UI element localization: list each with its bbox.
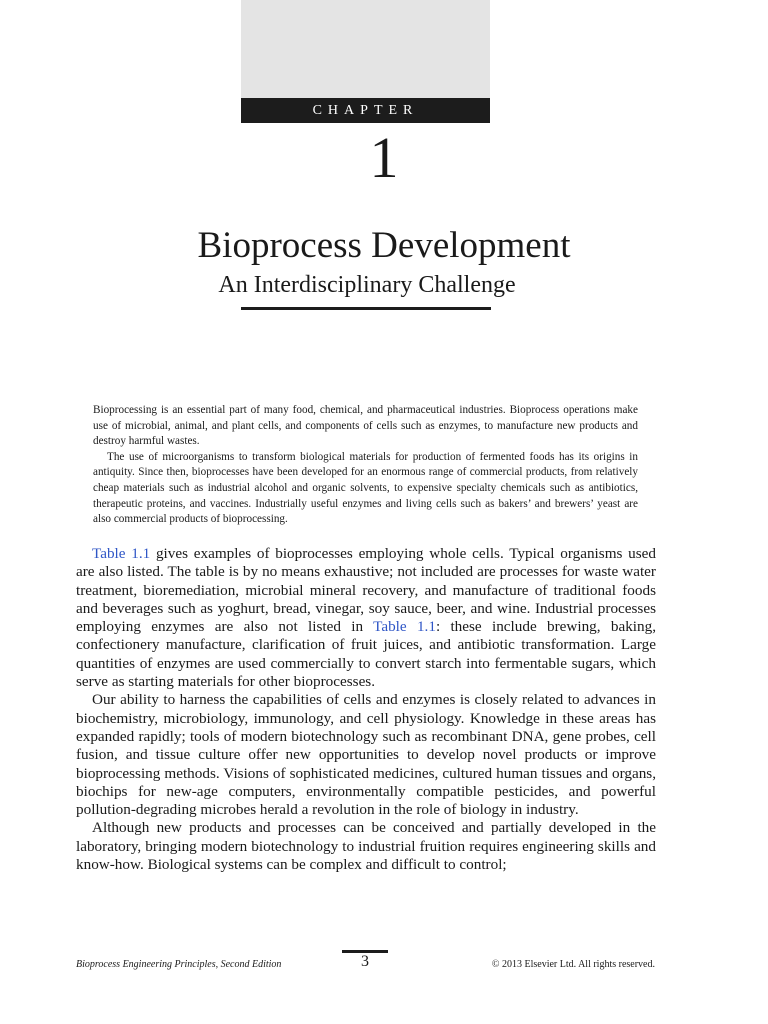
table-1-1-link[interactable]: Table 1.1	[92, 545, 151, 562]
body-paragraph-1-text-a: gives examples of bioprocesses employing whole cells. Typical organisms used are also listed. The table is by no means exhaustive; not included are processes for waste water treatment, bioremediation, microbial mineral recovery, and manufacture of traditional foods and beverages such as yoghurt, bread, vinegar, soy sauce, beer, and wine. Industrial processes employing enzymes are also not listed in	[76, 545, 656, 636]
abstract-paragraph-1: Bioprocessing is an essential part of many food, chemical, and pharmaceutical industries. Bioprocess operations make use of microbial, animal, and plant cells, and components of cells such as enzymes, to manufacture new products and destroy harmful wastes.	[93, 404, 638, 448]
chapter-header-block	[241, 0, 490, 98]
chapter-subtitle: An Interdisciplinary Challenge	[218, 272, 516, 298]
chapter-label: CHAPTER	[241, 98, 490, 123]
book-title-footer: Bioprocess Engineering Principles, Second Edition	[76, 959, 282, 970]
chapter-abstract	[93, 403, 638, 528]
body-paragraph-1-text-b: : these include brewing, baking, confectionery manufacture, clarification of fruit juices, and antibiotic transformation. Large quantities of enzymes are used commercially to convert starch into fermentable sugars, which serve as starting materials for other bioprocesses.	[76, 618, 657, 691]
chapter-title: Bioprocess Development	[197, 225, 571, 266]
table-1-1-link-2[interactable]: Table 1.1	[373, 618, 436, 636]
body-paragraph-2: Our ability to harness the capabilities of cells and enzymes is closely related to advances in biochemistry, microbiology, immunology, and cell physiology. Knowledge in these areas has expanded rapidly; tools of modern biotechnology such as recombinant DNA, gene probes, cell fusion, and tissue culture offer new opportunities to develop novel products or improve bioprocessing methods. Visions of sophisticated medicines, cultured human tissues and organs, biochips for new-age computers, environmentally compatible pesticides, and powerful pollution-degrading microbes herald a revolution in the role of biology in industry.	[76, 691, 656, 819]
body-paragraph-1	[76, 545, 656, 691]
title-underline	[241, 307, 491, 310]
page-number: 3	[361, 953, 369, 970]
body-paragraph-3: Although new products and processes can be conceived and partially developed in the laboratory, bringing modern biotechnology to industrial fruition requires engineering skills and know-how. Biological systems can be complex and difficult to control;	[76, 819, 656, 874]
abstract-paragraph-2: The use of microorganisms to transform biological materials for production of fermented foods has its origins in antiquity. Since then, bioprocesses have been developed for an enormous range of commercial products, from relatively cheap materials such as industrial alcohol and organic solvents, to expensive specialty chemicals such as antibiotics, therapeutic proteins, and vaccines. Industrially useful enzymes and living cells such as bakers’ and brewers’ yeast are also commercial products of bioprocessing.	[93, 450, 638, 526]
copyright-footer: © 2013 Elsevier Ltd. All rights reserved.	[491, 959, 655, 970]
chapter-number: 1	[369, 125, 399, 190]
body-text	[76, 545, 656, 874]
